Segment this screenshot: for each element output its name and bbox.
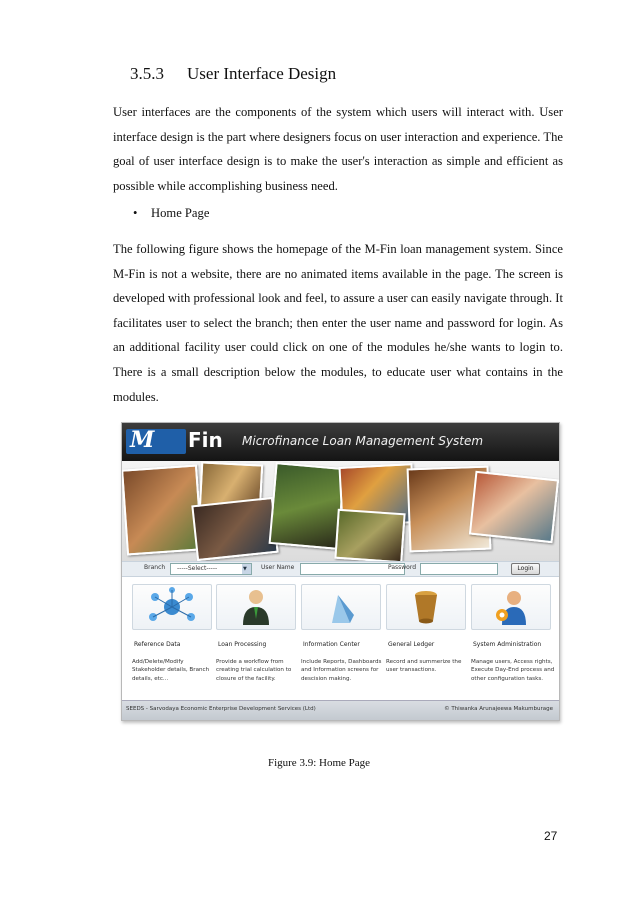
bullet-text: Home Page bbox=[151, 206, 210, 220]
photo-women bbox=[191, 497, 278, 561]
module-loan-processing[interactable] bbox=[216, 584, 296, 630]
mfin-logo bbox=[126, 429, 186, 454]
section-number: 3.5.3 bbox=[130, 64, 164, 83]
module-system-administration[interactable] bbox=[471, 584, 551, 630]
logo-fin-text: Fin bbox=[188, 428, 223, 452]
section-title: User Interface Design bbox=[187, 64, 337, 83]
bullet-item bbox=[133, 206, 209, 221]
figure-caption: Figure 3.9: Home Page bbox=[267, 757, 371, 769]
photo-farmer bbox=[269, 462, 346, 550]
login-button[interactable]: Login bbox=[511, 563, 540, 575]
footer-copyright: © Thiwanka Arunajeewa Makumburage bbox=[444, 706, 553, 712]
module-reference-data[interactable] bbox=[132, 584, 212, 630]
module-name-general-ledger: General Ledger bbox=[388, 641, 435, 648]
bullet-dot-icon: • bbox=[133, 206, 138, 220]
chart-icon bbox=[302, 585, 380, 629]
network-icon bbox=[133, 585, 211, 629]
module-name-system-administration: System Administration bbox=[473, 641, 542, 648]
photo-child bbox=[121, 464, 203, 555]
chevron-down-icon: ▼ bbox=[242, 564, 251, 574]
section-heading bbox=[130, 64, 336, 84]
paragraph-intro: User interfaces are the components of the system which users will interact with. User interface design is the part where designers focus on user interaction and experience. The goal of user interface design is to make the user's interaction as simple and efficient as possible while accomplishing business need. bbox=[113, 105, 563, 193]
admin-user-icon bbox=[472, 585, 550, 629]
module-desc-information-center: Include Reports, Dashboards and Information screens for descision making. bbox=[301, 659, 382, 682]
module-name-information-center: Information Center bbox=[303, 641, 360, 648]
photo-village bbox=[334, 509, 405, 564]
branch-select[interactable] bbox=[170, 563, 252, 575]
businessman-icon bbox=[217, 585, 295, 629]
homepage-screenshot bbox=[121, 422, 560, 721]
module-desc-loan-processing: Provide a workflow from creating trial calculation to closure of the facility. bbox=[216, 659, 292, 682]
module-desc-general-ledger: Record and summerize the user transactions. bbox=[386, 659, 462, 674]
login-bar bbox=[122, 561, 559, 577]
module-desc-reference-data: Add/Delete/Modify Stakeholder details, Branch details, etc... bbox=[132, 659, 210, 682]
app-title: Microfinance Loan Management System bbox=[242, 434, 484, 448]
module-name-reference-data: Reference Data bbox=[134, 641, 181, 648]
password-input[interactable] bbox=[420, 563, 498, 575]
page-number: 27 bbox=[544, 829, 558, 843]
module-general-ledger[interactable] bbox=[386, 584, 466, 630]
module-name-loan-processing: Loan Processing bbox=[218, 641, 267, 648]
username-label: User Name bbox=[261, 564, 295, 571]
branch-label: Branch bbox=[144, 564, 166, 571]
modules-panel bbox=[122, 579, 559, 694]
app-header bbox=[122, 423, 559, 461]
footer-company: SEEDS - Sarvodaya Economic Enterprise Development Services (Ltd) bbox=[126, 706, 316, 712]
app-footer bbox=[122, 700, 559, 721]
module-desc-system-administration: Manage users, Access rights, Execute Day-End process and other configuration tasks. bbox=[471, 659, 555, 682]
module-information-center[interactable] bbox=[301, 584, 381, 630]
coins-icon bbox=[387, 585, 465, 629]
photo-collage bbox=[122, 461, 559, 561]
branch-select-value: -----Select----- bbox=[177, 565, 218, 572]
password-label: Password bbox=[388, 564, 417, 571]
logo-m-text: M bbox=[130, 427, 155, 453]
paragraph-homepage: The following figure shows the homepage of the M-Fin loan management system. Since M-Fin is not a website, there are no animated items available in the page. The screen is developed with professional look and feel, to assure a user can easily navigate through. It facilitates user to select the branch; then enter the user name and password for login. As an additional facility user could click on one of the modules he/she wants to login to. There is a small description below the modules, to educate user what contains in the modules. bbox=[113, 242, 563, 404]
photo-vehicle bbox=[469, 471, 559, 543]
